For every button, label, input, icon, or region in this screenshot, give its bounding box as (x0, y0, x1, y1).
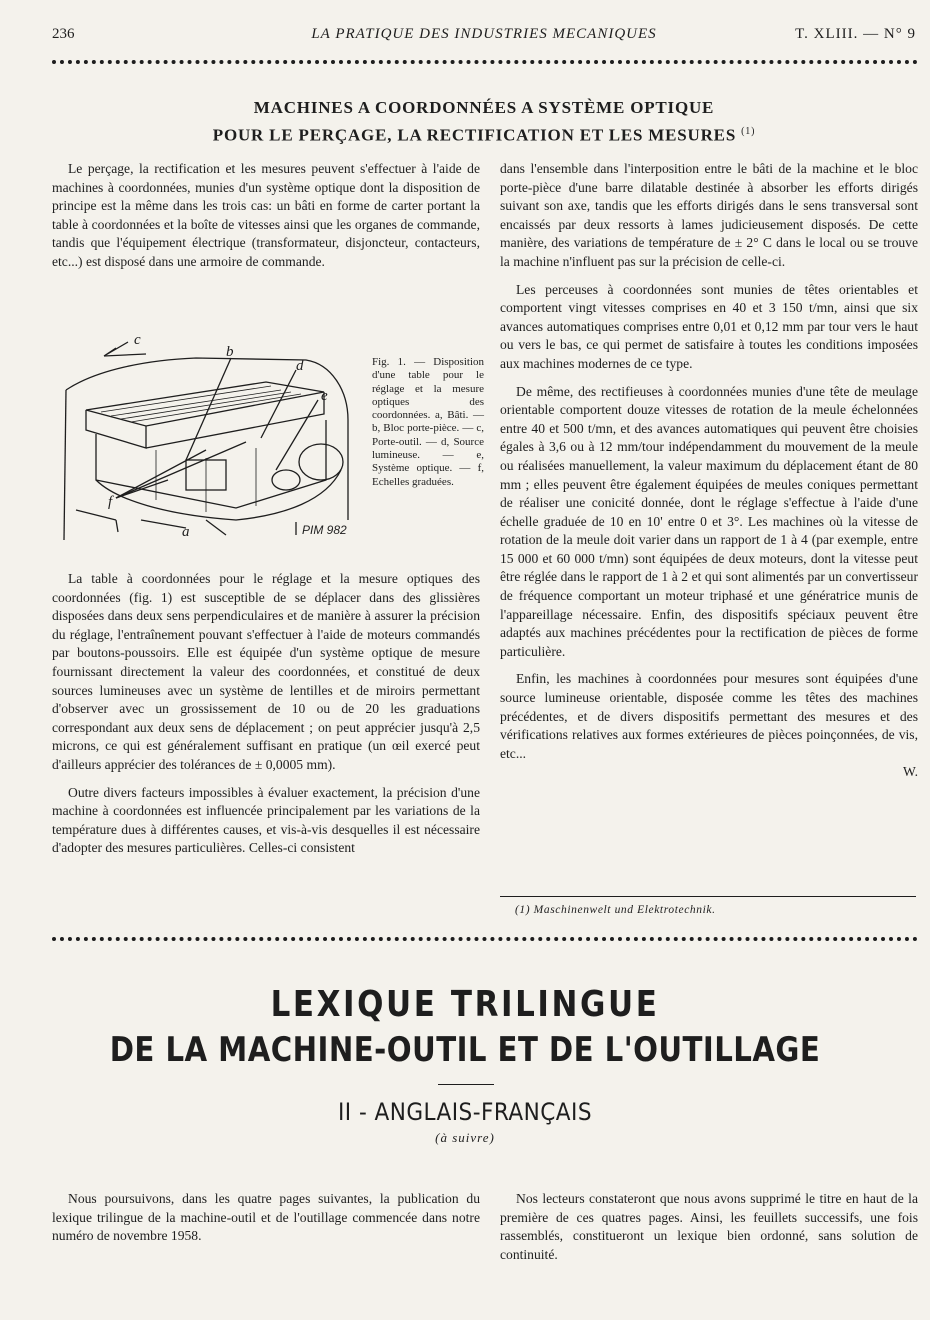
title-divider (438, 1084, 494, 1085)
lexique-subtitle: II - ANGLAIS-FRANÇAIS (337, 1098, 592, 1126)
paragraph: Nous poursuivons, dans les quatre pages suivantes, la publication du lexique trilingue de la machine-outil et de l'outillage commencée dans notre numéro de novembre 1958. (52, 1191, 480, 1244)
paragraph: Outre divers facteurs impossibles à évaluer exactement, la précision d'une machine à coordonnées est influencée principalement par les variations de la température dues à différentes causes, et vis-à-vis desquelles il est nécessaire d'adopter des mesures particulières. Celles-ci consistent (52, 784, 480, 856)
continued-note: (à suivre) (435, 1130, 495, 1145)
paragraph: Le perçage, la rectification et les mesures peuvent s'effectuer à l'aide de machines à coordonnées, munies d'un système optique dont la disposition de principe est la même dans les trois cas: un bâti en forme de carter portant la table à coordonnées et la boîte de vitesses ainsi que les organes de commande, tandis que l'équipement électrique (transformateur, disjoncteur, contacteurs, etc...) est disposé dans une armoire de commande. (52, 161, 480, 269)
lexique-title-line1: LEXIQUE TRILINGUE (270, 984, 660, 1025)
paragraph: La table à coordonnées pour le réglage et la mesure optiques des coordonnées (fig. 1) est susceptible de se déplacer dans des glissières disposées dans deux sens perpendiculaires et de manière à assurer la précision du réglage, l'entraînement pouvant s'effectuer à l'aide de moteurs commandés par boutons-poussoirs. Elle est équipée d'un système optique de mesure fournissant directement la valeur des coordonnées, et constitué de deux sources lumineuses avec un système de lentilles et de miroirs permettant d'observer avec un grossissement de 10 ou de 20 les graduations correspondant aux deux sens de déplacement ; on peut apprécier jusqu'à 2,5 microns, ce qui est généralement suffisant en pratique (un œil exercé peut d'ailleurs apprécier des tolérances de ± 0,0005 mm). (52, 571, 480, 772)
volume-number: T. XLIII. — N° 9 (795, 26, 916, 42)
label-f: f (108, 494, 113, 510)
paragraph: Les perceuses à coordonnées sont munies de têtes orientables et comportent vingt vitesses comprises en 40 et 3 150 t/mn, ainsi que six avances automatiques comprises entre 0,01 et 0,12 mm par tour vers le haut ou vers le bas, ce qui permet de satisfaire à toutes les conditions imposées aux machines modernes de ce type. (500, 281, 918, 371)
right-column (500, 160, 918, 782)
machine-drawing (56, 330, 356, 548)
lexique-title-line2: DE LA MACHINE-OUTIL ET DE L'OUTILLAGE (109, 1030, 821, 1070)
figure-caption: Fig. 1. — Disposition d'une table pour le réglage et la mesure optiques des coordonnées. a, Bâti. — b, Bloc porte-pièce. — c, Porte-outil. — d, Source lumineuse. — e, Système optique. — f, Echelles graduées. (372, 356, 484, 488)
article-title (52, 96, 916, 148)
article-title-note: (1) (741, 126, 756, 137)
paragraph: De même, des rectifieuses à coordonnées munies d'une tête de meulage orientable comportent douze vitesses de rotation de la meule échelonnées entre 40 et 500 t/mn, et des avances automatiques qui peuvent être choisies égales à 3,6 ou à 12 mm/tour indépendamment du mouvement de la meule ou réalisées manuellement, la valeur maximum du déplacement étant de 80 mm ; elles peuvent être également équipées de meules coniques permettant de réaliser une conicité donnée, dont le réglage s'effectue à l'aide d'une échelle graduée de 10 en 10' entre 0 et 3°. Les machines où la vitesse de rotation de la meule doit varier dans un rapport de 1 à 4 (par exemple, entre 15 000 et 60 000 t/mn) sont équipées de deux moteurs, dont la vitesse peut être réglée dans le rapport de 1 à 2 et qui sont alimentés par un convertisseur de fréquence comportant un moteur triphasé et une génératrice munis de l'appareillage nécessaire. Enfin, des dispositifs spéciaux peuvent être adaptés aux machines précédentes pour la rectification de pièces de forme particulière. (500, 383, 918, 659)
journal-title: LA PRATIQUE DES INDUSTRIES MECANIQUES (311, 26, 657, 42)
label-d: d (296, 358, 304, 374)
footnote: (1) Maschinenwelt und Elektrotechnik. (515, 904, 716, 916)
section-dotted-rule (52, 937, 918, 945)
page-header (52, 26, 916, 50)
label-e: e (321, 388, 328, 404)
paragraph: Enfin, les machines à coordonnées pour mesures sont équipées d'une source lumineuse orientable, disposée comme les têtes des machines précédentes, et de divers dispositifs permettant des mesures et des vérifications relatives aux formes extérieures de pièces poinçonnées, de vis, etc... (500, 671, 918, 761)
paragraph: dans l'ensemble dans l'interposition entre le bâti de la machine et le bloc porte-pièce d'une barre dilatable destinée à absorber les efforts dirigés suivant son axe, tandis que les efforts dirigés dans le sens transversal sont encaissés par deux ressorts à lames judicieusement disposés. De cette manière, des variations de température de ± 2° C dans le local ou se trouve la machine n'influent pas sur la précision de celle-ci. (500, 161, 918, 269)
left-column-top (52, 160, 480, 281)
figure-reference: PIM 982 (302, 523, 347, 537)
footnote-rule (500, 896, 916, 897)
left-column-bottom (52, 570, 480, 867)
header-dotted-rule (52, 60, 918, 68)
label-b: b (226, 344, 234, 360)
article-title-line2: POUR LE PERÇAGE, LA RECTIFICATION ET LES MESURES (212, 125, 737, 145)
article-title-line2-wrap (52, 120, 916, 148)
lexique-left-column (52, 1190, 480, 1246)
page-number: 236 (52, 26, 75, 42)
label-a: a (182, 524, 190, 540)
author-signature: W. (903, 764, 918, 780)
label-c: c (134, 332, 141, 348)
paragraph: Nos lecteurs constateront que nous avons supprimé le titre en haut de la première de ces quatres pages. Ainsi, les feuillets successifs, une fois rassemblés, constitueront un lexique bien ordonné, sans solution de continuité. (500, 1191, 918, 1262)
article-title-line1: MACHINES A COORDONNÉES A SYSTÈME OPTIQUE (253, 98, 715, 117)
lexique-right-column (500, 1190, 918, 1264)
figure-1 (56, 330, 356, 548)
